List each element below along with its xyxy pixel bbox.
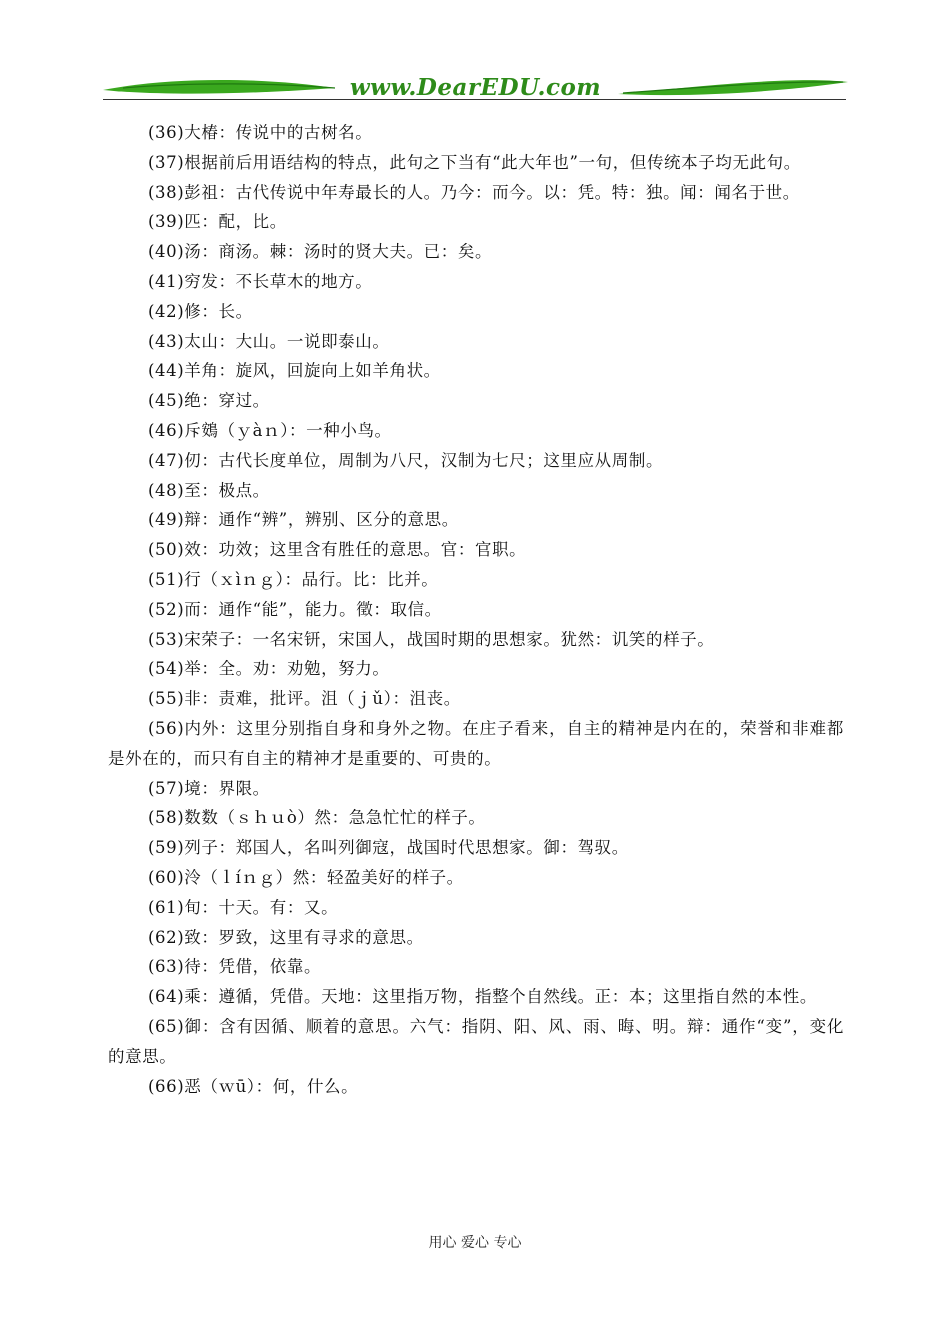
- note-item: (52)而：通作“能”，能力。徵：取信。: [148, 599, 442, 619]
- note-item: (55)非：责难，批评。沮（ｊǔ）：沮丧。: [148, 689, 461, 709]
- note-item: (49)辩：通作“辨”，辨别、区分的意思。: [148, 510, 459, 530]
- note-item: (66)恶（ｗū）：何，什么。: [148, 1076, 359, 1096]
- note-item: (64)乘：遵循，凭借。天地：这里指万物，指整个自然线。正：本；这里指自然的本性。: [148, 987, 817, 1007]
- note-item: (43)太山：大山。一说即泰山。: [148, 331, 390, 351]
- note-item: (65)御：含有因循、顺着的意思。六气：指阴、阳、风、雨、晦、明。辩：通作“变”，变化的意思。: [108, 1016, 844, 1066]
- note-item: (36)大椿：传说中的古树名。: [148, 123, 373, 142]
- note-item: (61)旬：十天。有：又。: [148, 897, 339, 917]
- note-item: (59)列子：郑国人，名叫列御寇，战国时代思想家。御：驾驭。: [148, 838, 629, 858]
- note-item: (53)宋荣子：一名宋钘，宋国人，战国时期的思想家。犹然：讥笑的样子。: [148, 629, 715, 649]
- note-item: (62)致：罗致，这里有寻求的意思。: [148, 927, 424, 947]
- note-item: (42)修：长。: [148, 301, 253, 321]
- note-item: (47)仞：古代长度单位，周制为八尺，汉制为七尺；这里应从周制。: [148, 450, 664, 470]
- note-item: (46)斥鴳（ｙàｎ）：一种小鸟。: [148, 420, 392, 440]
- header-divider: [103, 99, 846, 100]
- annotation-list: [108, 118, 844, 1101]
- note-item: (50)效：功效；这里含有胜任的意思。官：官职。: [148, 540, 527, 560]
- note-item: (51)行（ｘìｎｇ）：品行。比：比并。: [148, 569, 439, 589]
- note-item: (57)境：界限。: [148, 778, 270, 798]
- note-item: (37)根据前后用语结构的特点，此句之下当有“此大年也”一句，但传统本子均无此句。: [148, 152, 801, 172]
- page-footer: 用心 爱心 专心: [428, 1235, 522, 1251]
- note-item: (41)穷发：不长草木的地方。: [148, 271, 373, 291]
- note-item: (39)匹：配，比。: [148, 212, 287, 232]
- note-item: (58)数数（ｓｈｕò）然：急急忙忙的样子。: [148, 808, 486, 828]
- note-item: (48)至：极点。: [148, 480, 270, 500]
- note-item: (56)内外：这里分别指自身和身外之物。在庄子看来，自主的精神是内在的，荣誉和非难都是外在的，而只有自主的精神才是重要的、可贵的。: [108, 718, 844, 768]
- note-item: (54)举：全。劝：劝勉，努力。: [148, 659, 390, 679]
- note-item: (63)待：凭借，依靠。: [148, 957, 322, 977]
- note-item: (38)彭祖：古代传说中年寿最长的人。乃今：而今。以：凭。特：独。闻：闻名于世。: [148, 182, 800, 202]
- note-item: (45)绝：穿过。: [148, 391, 270, 411]
- note-item: (40)汤：商汤。棘：汤时的贤大夫。已：矣。: [148, 242, 493, 262]
- note-item: (44)羊角：旋风，回旋向上如羊角状。: [148, 361, 441, 381]
- note-item: (60)泠（ｌíｎｇ）然：轻盈美好的样子。: [148, 867, 464, 887]
- site-logo-text[interactable]: www.DearEDU.com: [349, 74, 602, 101]
